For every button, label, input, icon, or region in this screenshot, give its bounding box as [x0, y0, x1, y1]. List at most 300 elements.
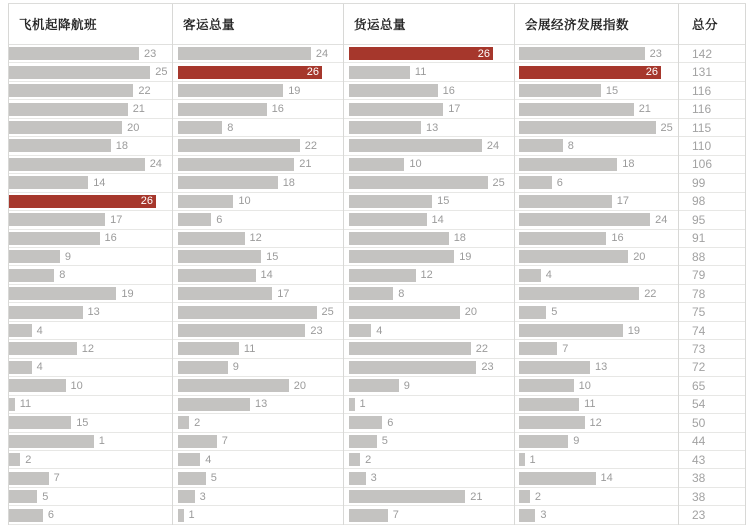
table-row [344, 63, 514, 81]
table-row [679, 266, 745, 284]
bar-value: 24 [149, 158, 162, 171]
table-row [515, 451, 678, 469]
table-row [173, 45, 343, 63]
bar-value: 16 [271, 103, 284, 116]
score-bar [519, 342, 557, 355]
table-row [515, 248, 678, 266]
table-row [515, 63, 678, 81]
score-bar [519, 213, 650, 226]
bar-value: 4 [376, 324, 383, 337]
bar-value: 24 [486, 139, 500, 152]
score-bar [349, 342, 471, 355]
bar-value: 1 [529, 453, 536, 466]
bar-value: 18 [115, 139, 129, 152]
bar-value: 1 [98, 435, 105, 448]
bar-value: 6 [387, 416, 394, 429]
score-bar [178, 435, 217, 448]
bar-value: 23 [310, 324, 323, 337]
bar-value: 12 [420, 269, 433, 282]
total-score-value: 116 [692, 83, 712, 98]
score-bar [178, 158, 294, 171]
bar-value: 17 [616, 195, 630, 208]
bar-value: 26 [140, 195, 153, 208]
bar-value: 5 [42, 490, 49, 503]
table-row [679, 174, 745, 192]
bar-value: 9 [403, 379, 410, 392]
bar-value: 2 [365, 453, 372, 466]
bar-value: 21 [470, 490, 483, 503]
table-row [515, 137, 678, 155]
bar-value: 8 [227, 121, 234, 134]
score-bar [178, 250, 261, 263]
table-row [9, 63, 172, 81]
score-bar [519, 121, 656, 134]
column-rows-freight [344, 45, 514, 525]
column-rows-total-score [679, 45, 745, 525]
table-row [515, 433, 678, 451]
bar-value: 6 [216, 213, 223, 226]
column-header-total-score: 总分 [679, 4, 745, 45]
table-row [9, 322, 172, 340]
table-row [515, 506, 678, 524]
score-bar [349, 509, 388, 522]
bar-value: 12 [81, 342, 95, 355]
table-row [173, 340, 343, 358]
bar-value: 22 [304, 139, 318, 152]
table-row [344, 285, 514, 303]
table-row [173, 414, 343, 432]
score-bar [519, 232, 606, 245]
bar-value: 19 [288, 84, 301, 97]
table-row [515, 488, 678, 506]
score-bar [178, 232, 245, 245]
bar-value: 18 [622, 158, 635, 171]
table-row [9, 433, 172, 451]
score-bar [349, 269, 416, 282]
table-row [173, 451, 343, 469]
score-bar [349, 287, 393, 300]
bar-value: 16 [611, 232, 624, 245]
table-row [344, 230, 514, 248]
total-score-value: 73 [692, 341, 706, 356]
score-bar [9, 139, 111, 152]
score-bar [9, 287, 116, 300]
total-score-value: 74 [692, 323, 706, 338]
table-row [344, 377, 514, 395]
column-header-exhibition-index: 会展经济发展指数 [515, 4, 678, 45]
bar-value: 8 [59, 269, 66, 282]
bar-value: 25 [660, 121, 673, 134]
score-bar [9, 453, 20, 466]
score-bar [9, 509, 43, 522]
bar-value: 15 [605, 84, 619, 97]
table-row [679, 396, 745, 414]
table-row [173, 230, 343, 248]
bar-value: 1 [359, 398, 366, 411]
table-row [173, 174, 343, 192]
score-bar [349, 453, 360, 466]
bar-value: 6 [556, 176, 563, 189]
table-row [9, 156, 172, 174]
table-row [515, 396, 678, 414]
score-bar [9, 435, 94, 448]
bar-value: 13 [255, 398, 268, 411]
table-row [173, 248, 343, 266]
bar-value: 6 [47, 509, 55, 522]
table-row [9, 285, 172, 303]
table-row [515, 230, 678, 248]
table-row [9, 230, 172, 248]
bar-value: 13 [87, 306, 100, 319]
score-bar [9, 379, 66, 392]
table-row [9, 266, 172, 284]
table-row [9, 396, 172, 414]
table-row [344, 469, 514, 487]
score-bar [178, 416, 189, 429]
bar-value: 14 [600, 472, 613, 485]
score-bar [9, 250, 60, 263]
score-bar [349, 103, 443, 116]
bar-value: 16 [104, 232, 117, 245]
bar-value: 3 [199, 490, 206, 503]
score-bar [178, 490, 195, 503]
table-row [173, 433, 343, 451]
score-bar [349, 490, 465, 503]
score-bar [9, 213, 105, 226]
table-row [679, 119, 745, 137]
score-bar [178, 287, 272, 300]
column-header-passengers: 客运总量 [173, 4, 343, 45]
score-bar [519, 158, 617, 171]
bar-value: 2 [25, 453, 32, 466]
total-score-value: 131 [692, 65, 713, 80]
bar-value: 4 [205, 453, 212, 466]
column-exhibition-index [514, 4, 678, 525]
bar-value: 18 [453, 232, 466, 245]
score-bar [349, 398, 355, 411]
score-bar [178, 47, 311, 60]
table-row [9, 451, 172, 469]
score-bar [9, 158, 145, 171]
table-row [173, 137, 343, 155]
score-bar [9, 269, 54, 282]
table-row [679, 156, 745, 174]
bar-value: 26 [645, 66, 658, 79]
table-row [679, 506, 745, 524]
bar-value: 25 [492, 176, 505, 189]
table-row [344, 174, 514, 192]
total-score-value: 78 [692, 286, 706, 301]
table-row [344, 82, 514, 100]
score-bar [519, 84, 601, 97]
bar-value: 23 [481, 361, 494, 374]
bar-value: 15 [437, 195, 450, 208]
table-row [344, 340, 514, 358]
score-bar [178, 361, 228, 374]
table-row [679, 359, 745, 377]
table-row [344, 303, 514, 321]
score-bar-highlighted [349, 47, 493, 60]
score-bar [519, 47, 645, 60]
bar-value: 21 [638, 103, 651, 116]
score-bar [178, 398, 250, 411]
total-score-value: 38 [692, 471, 706, 486]
bar-value: 14 [431, 213, 444, 226]
table-row [173, 63, 343, 81]
table-row [679, 137, 745, 155]
total-score-value: 43 [692, 452, 706, 467]
bar-value: 20 [293, 379, 307, 392]
bar-value: 11 [243, 342, 256, 355]
table-row [173, 211, 343, 229]
score-bar [9, 232, 100, 245]
bar-value: 17 [448, 103, 461, 116]
bar-value: 5 [551, 306, 558, 319]
bar-value: 11 [584, 398, 596, 411]
bar-value: 20 [464, 306, 478, 319]
total-score-value: 95 [692, 212, 706, 227]
table-row [173, 377, 343, 395]
score-bar [9, 490, 37, 503]
table-row [515, 174, 678, 192]
score-bar [519, 398, 579, 411]
table-row [9, 45, 172, 63]
table-row [515, 100, 678, 118]
table-row [344, 137, 514, 155]
bar-value: 7 [221, 435, 228, 448]
table-row [344, 396, 514, 414]
bar-value: 7 [53, 472, 60, 485]
score-bar [178, 509, 184, 522]
total-score-value: 72 [692, 360, 706, 375]
bar-value: 10 [70, 379, 83, 392]
score-bar [519, 250, 628, 263]
total-score-value: 54 [692, 397, 706, 412]
table-row [344, 119, 514, 137]
bar-value: 23 [144, 47, 157, 60]
table-row [344, 322, 514, 340]
total-score-value: 50 [692, 415, 706, 430]
score-bar [349, 139, 482, 152]
table-row [9, 100, 172, 118]
total-score-value: 98 [692, 194, 706, 209]
bar-value: 8 [567, 139, 574, 152]
score-bar [178, 324, 305, 337]
column-passengers [172, 4, 343, 525]
table-row [515, 340, 678, 358]
column-header-flights: 飞机起降航班 [9, 4, 172, 45]
bar-value: 10 [238, 195, 251, 208]
bar-value: 4 [36, 324, 43, 337]
score-bar [349, 158, 404, 171]
table-row [173, 82, 343, 100]
bar-value: 11 [414, 66, 427, 79]
table-row [679, 45, 745, 63]
score-bar [9, 342, 77, 355]
table-row [679, 285, 745, 303]
bar-value: 17 [277, 287, 290, 300]
table-row [515, 285, 678, 303]
score-bar [519, 472, 596, 485]
score-bar [519, 361, 590, 374]
score-bar [178, 195, 233, 208]
bar-value: 8 [398, 287, 405, 300]
column-total-score [678, 4, 746, 525]
table-row [515, 377, 678, 395]
table-row [9, 303, 172, 321]
score-bar-highlighted [9, 195, 156, 208]
table-row [515, 193, 678, 211]
score-bar [519, 306, 546, 319]
total-score-value: 38 [692, 489, 706, 504]
table-row [9, 119, 172, 137]
table-row [679, 303, 745, 321]
table-row [9, 469, 172, 487]
table-row [344, 506, 514, 524]
bar-value: 24 [655, 213, 668, 226]
bar-value: 3 [540, 509, 547, 522]
bar-value: 12 [589, 416, 602, 429]
bar-value: 1 [188, 509, 195, 522]
score-bar [178, 269, 256, 282]
score-bar [178, 306, 317, 319]
table-row [9, 377, 172, 395]
table-row [679, 322, 745, 340]
column-rows-passengers [173, 45, 343, 525]
bar-value: 12 [249, 232, 262, 245]
bar-value: 9 [232, 361, 239, 374]
table-row [344, 414, 514, 432]
score-bar [349, 250, 454, 263]
bar-value: 13 [595, 361, 608, 374]
table-row [515, 414, 678, 432]
score-bar [178, 84, 283, 97]
bar-value: 13 [426, 121, 439, 134]
table-row [9, 414, 172, 432]
bar-value: 21 [132, 103, 145, 116]
table-row [515, 266, 678, 284]
score-bar [178, 176, 278, 189]
table-row [679, 340, 745, 358]
score-bar [9, 306, 83, 319]
score-bar [519, 509, 535, 522]
score-bar [349, 472, 366, 485]
bar-value: 16 [442, 84, 455, 97]
score-bar [178, 213, 211, 226]
bar-value: 4 [545, 269, 552, 282]
score-bar [9, 361, 32, 374]
bar-value: 22 [644, 287, 657, 300]
score-bar [519, 103, 634, 116]
table-row [344, 433, 514, 451]
table-row [173, 266, 343, 284]
bar-value: 5 [210, 472, 217, 485]
table-row [9, 193, 172, 211]
table-row [679, 433, 745, 451]
total-score-value: 79 [692, 268, 706, 283]
bar-value: 23 [649, 47, 662, 60]
score-bar [178, 342, 239, 355]
score-bar [519, 139, 563, 152]
score-bar [349, 416, 382, 429]
column-header-freight: 货运总量 [344, 4, 514, 45]
score-bar [519, 269, 541, 282]
score-bar [9, 84, 133, 97]
table-row [173, 396, 343, 414]
score-bar [519, 490, 530, 503]
table-row [515, 303, 678, 321]
total-score-value: 142 [692, 46, 713, 61]
total-score-value: 116 [692, 102, 712, 117]
score-bar [9, 416, 71, 429]
score-bar [178, 453, 200, 466]
table-row [344, 266, 514, 284]
score-bar-highlighted [178, 66, 322, 79]
score-bar [178, 472, 206, 485]
total-score-value: 88 [692, 249, 706, 264]
table-row [9, 340, 172, 358]
score-bar [349, 379, 399, 392]
table-row [9, 211, 172, 229]
table-row [344, 488, 514, 506]
table-row [173, 119, 343, 137]
table-row [515, 45, 678, 63]
table-row [679, 469, 745, 487]
bar-value: 2 [194, 416, 201, 429]
bar-value: 2 [534, 490, 542, 503]
score-bar [519, 195, 612, 208]
table-row [344, 100, 514, 118]
table-row [515, 119, 678, 137]
table-row [344, 248, 514, 266]
table-row [515, 359, 678, 377]
score-bar [349, 121, 421, 134]
bar-value: 19 [459, 250, 472, 263]
bar-value: 20 [127, 121, 140, 134]
score-bar [519, 416, 585, 429]
table-row [173, 469, 343, 487]
score-bar [519, 453, 525, 466]
table-row [679, 488, 745, 506]
table-row [344, 193, 514, 211]
table-row [173, 193, 343, 211]
total-score-value: 110 [692, 138, 712, 153]
bar-value: 26 [306, 66, 319, 79]
bar-value: 19 [627, 324, 641, 337]
bar-value: 24 [315, 47, 329, 60]
table-row [679, 451, 745, 469]
table-row [173, 303, 343, 321]
bar-value: 18 [282, 176, 295, 189]
table-row [679, 414, 745, 432]
bar-value: 25 [155, 66, 168, 79]
table-row [173, 488, 343, 506]
bar-value: 21 [299, 158, 312, 171]
bar-value: 7 [562, 342, 569, 355]
table-row [679, 82, 745, 100]
table-row [9, 248, 172, 266]
table-row [9, 506, 172, 524]
score-bar [178, 121, 222, 134]
score-bar [9, 103, 128, 116]
table-row [344, 359, 514, 377]
score-bar [349, 361, 476, 374]
score-bar [519, 324, 623, 337]
table-row [344, 45, 514, 63]
score-bar [349, 176, 488, 189]
score-bar-highlighted [519, 66, 661, 79]
table-row [679, 248, 745, 266]
